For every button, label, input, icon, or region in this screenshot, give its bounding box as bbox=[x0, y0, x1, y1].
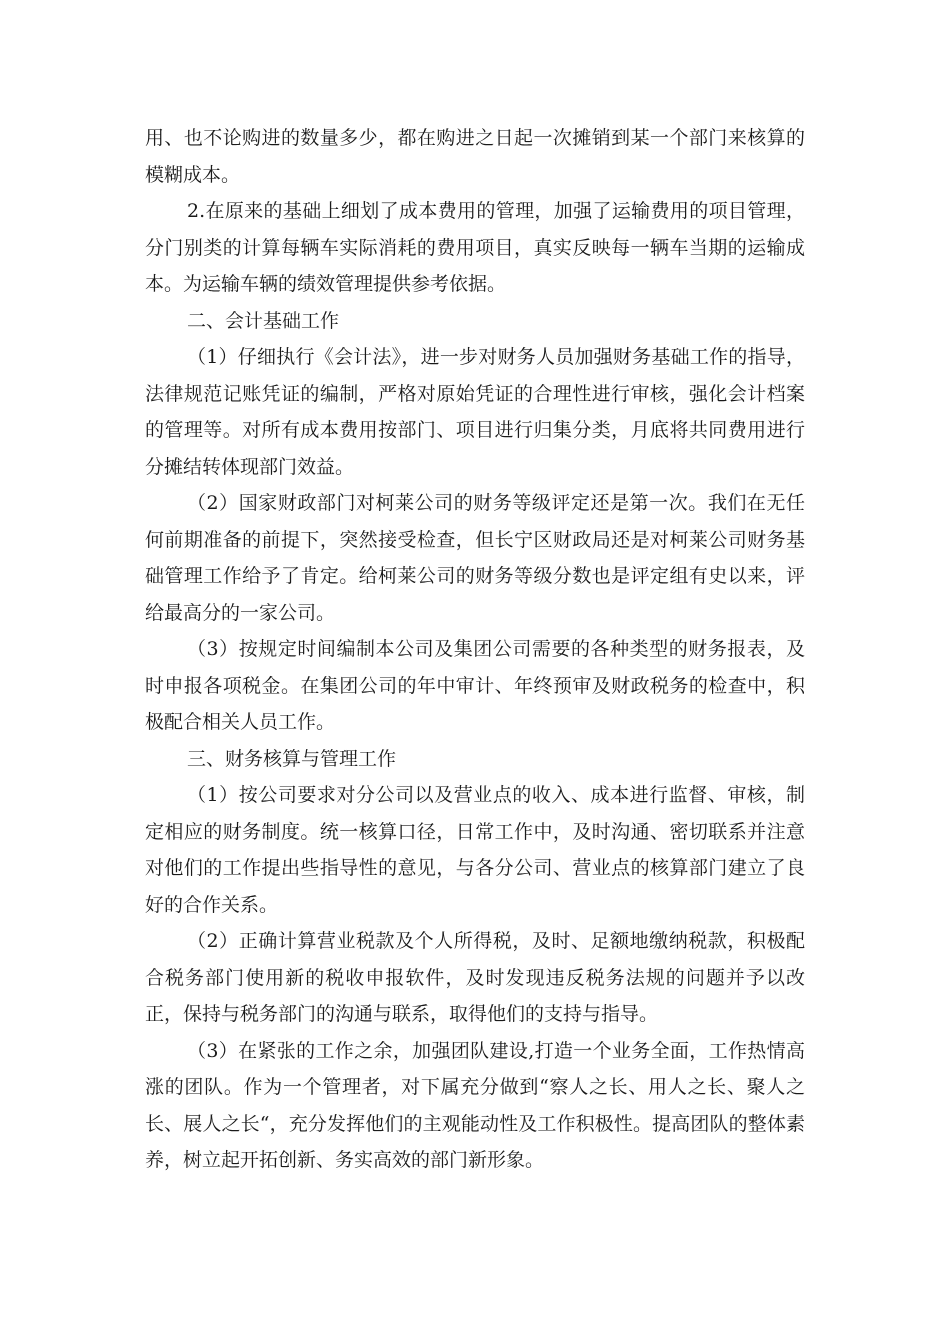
document-body bbox=[145, 120, 805, 1179]
paragraph-financial-reports: （3）按规定时间编制本公司及集团公司需要的各种类型的财务报表，及时申报各项税金。在集团公司的年中审计、年终预审及财政税务的检查中，积极配合相关人员工作。 bbox=[145, 638, 805, 733]
paragraph-tax-payment: （2）正确计算营业税款及个人所得税，及时、足额地缴纳税款，积极配合税务部门使用新的税收申报软件，及时发现违反税务法规的问题并予以改正，保持与税务部门的沟通与联系，取得他们的支持与指导。 bbox=[145, 930, 805, 1025]
paragraph-continuation: 用、也不论购进的数量多少，都在购进之日起一次摊销到某一个部门来核算的模糊成本。 bbox=[145, 127, 805, 186]
section-heading-financial-accounting: 三、财务核算与管理工作 bbox=[187, 747, 397, 770]
paragraph-financial-rating: （2）国家财政部门对柯莱公司的财务等级评定还是第一次。我们在无任何前期准备的前提下，突然接受检查，但长宁区财政局还是对柯莱公司财务基础管理工作给予了肯定。给柯莱公司的财务等级分数也是评定组有史以来，评给最高分的一家公司。 bbox=[145, 492, 805, 624]
paragraph-branch-supervision: （1）按公司要求对分公司以及营业点的收入、成本进行监督、审核，制定相应的财务制度。统一核算口径，日常工作中，及时沟通、密切联系并注意对他们的工作提出些指导性的意见，与各分公司、营业点的核算部门建立了良好的合作关系。 bbox=[145, 784, 805, 916]
paragraph-accounting-law: （1）仔细执行《会计法》，进一步对财务人员加强财务基础工作的指导，法律规范记账凭证的编制，严格对原始凭证的合理性进行审核，强化会计档案的管理等。对所有成本费用按部门、项目进行归集分类，月底将共同费用进行分摊结转体现部门效益。 bbox=[145, 346, 805, 478]
paragraph-team-building: （3）在紧张的工作之余，加强团队建设,打造一个业务全面，工作热情高涨的团队。作为一个管理者，对下属充分做到“察人之长、用人之长、聚人之长、展人之长“，充分发挥他们的主观能动性及工作积极性。提高团队的整体素养，树立起开拓创新、务实高效的部门新形象。 bbox=[145, 1039, 805, 1171]
paragraph-cost-management: 2.在原来的基础上细划了成本费用的管理，加强了运输费用的项目管理，分门别类的计算每辆车实际消耗的费用项目，真实反映每一辆车当期的运输成本。为运输车辆的绩效管理提供参考依据。 bbox=[145, 200, 805, 295]
section-heading-accounting-basics: 二、会计基础工作 bbox=[187, 309, 340, 332]
